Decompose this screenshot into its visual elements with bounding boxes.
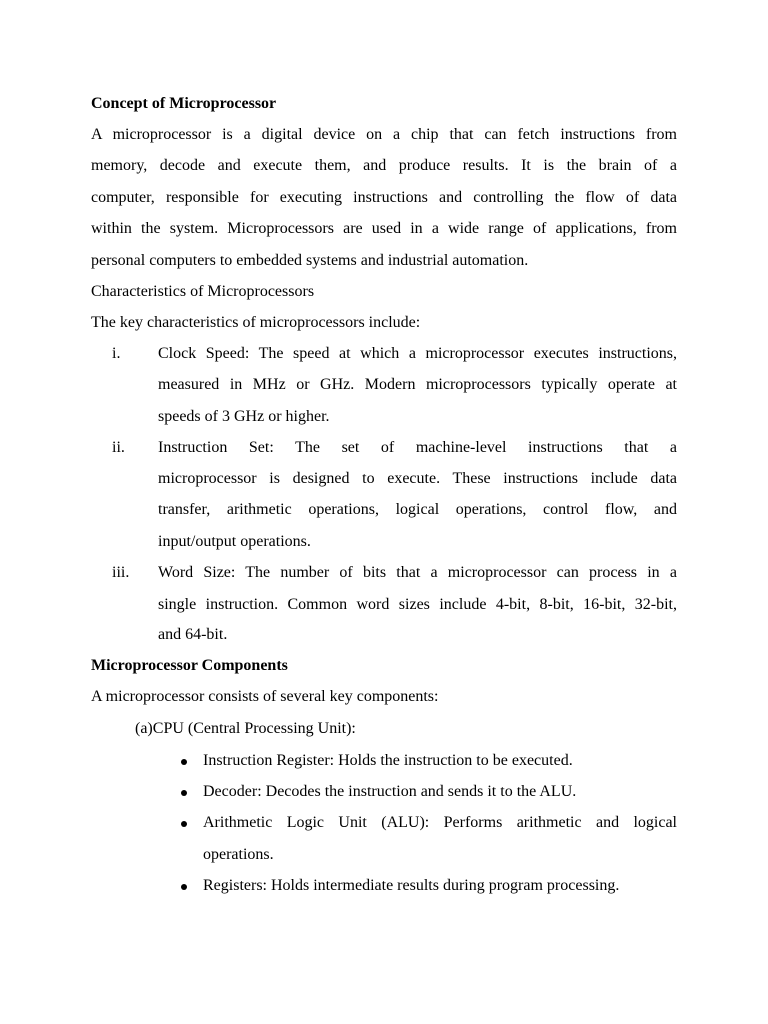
paragraph-line: A microprocessor is a digital device on a chip that can fetch instructions from <box>91 126 677 143</box>
list-item-line: transfer, arithmetic operations, logical operations, control flow, and <box>158 501 677 518</box>
bullet-marker <box>181 782 187 802</box>
bullet-marker <box>181 876 187 896</box>
bullet-item-line: Decoder: Decodes the instruction and sends it to the ALU. <box>203 783 577 800</box>
heading-concept: Concept of Microprocessor <box>91 95 277 112</box>
components-intro: A microprocessor consists of several key components: <box>91 688 439 705</box>
list-item-line: input/output operations. <box>158 533 311 550</box>
list-item-line: and 64-bit. <box>158 626 228 643</box>
bullet-dot-icon <box>181 790 187 796</box>
bullet-dot-icon <box>181 884 187 890</box>
list-item-line: microprocessor is designed to execute. These instructions include data <box>158 470 677 487</box>
bullet-dot-icon <box>181 759 187 765</box>
sublist-heading <box>135 719 356 739</box>
list-item-line: Word Size: The number of bits that a microprocessor can process in a <box>158 564 677 581</box>
sublist-title: CPU (Central Processing Unit): <box>152 720 356 737</box>
heading-components: Microprocessor Components <box>91 657 288 674</box>
heading-characteristics: Characteristics of Microprocessors <box>91 283 315 300</box>
list-numeral: iii. <box>112 564 130 581</box>
characteristics-intro: The key characteristics of microprocessors include: <box>91 314 421 331</box>
paragraph-line: computer, responsible for executing instructions and controlling the flow of data <box>91 189 677 206</box>
sublist-label: (a) <box>135 720 153 737</box>
list-numeral: ii. <box>112 439 125 456</box>
bullet-item-line: Registers: Holds intermediate results during program processing. <box>203 877 620 894</box>
paragraph-line: within the system. Microprocessors are used in a wide range of applications, from <box>91 220 677 237</box>
list-item-line: Instruction Set: The set of machine-level instructions that a <box>158 439 677 456</box>
list-numeral: i. <box>112 345 121 362</box>
list-item-line: single instruction. Common word sizes include 4-bit, 8-bit, 16-bit, 32-bit, <box>158 596 677 613</box>
list-item-line: measured in MHz or GHz. Modern microprocessors typically operate at <box>158 376 677 393</box>
bullet-item-line: operations. <box>203 846 274 863</box>
paragraph-line: personal computers to embedded systems and industrial automation. <box>91 252 529 269</box>
bullet-item-line: Arithmetic Logic Unit (ALU): Performs arithmetic and logical <box>203 814 677 831</box>
bullet-dot-icon <box>181 821 187 827</box>
list-item-line: Clock Speed: The speed at which a microprocessor executes instructions, <box>158 345 677 362</box>
list-item-line: speeds of 3 GHz or higher. <box>158 408 330 425</box>
paragraph-line: memory, decode and execute them, and produce results. It is the brain of a <box>91 157 677 174</box>
bullet-marker <box>181 751 187 771</box>
bullet-item-line: Instruction Register: Holds the instruction to be executed. <box>203 752 573 769</box>
bullet-marker <box>181 813 187 833</box>
